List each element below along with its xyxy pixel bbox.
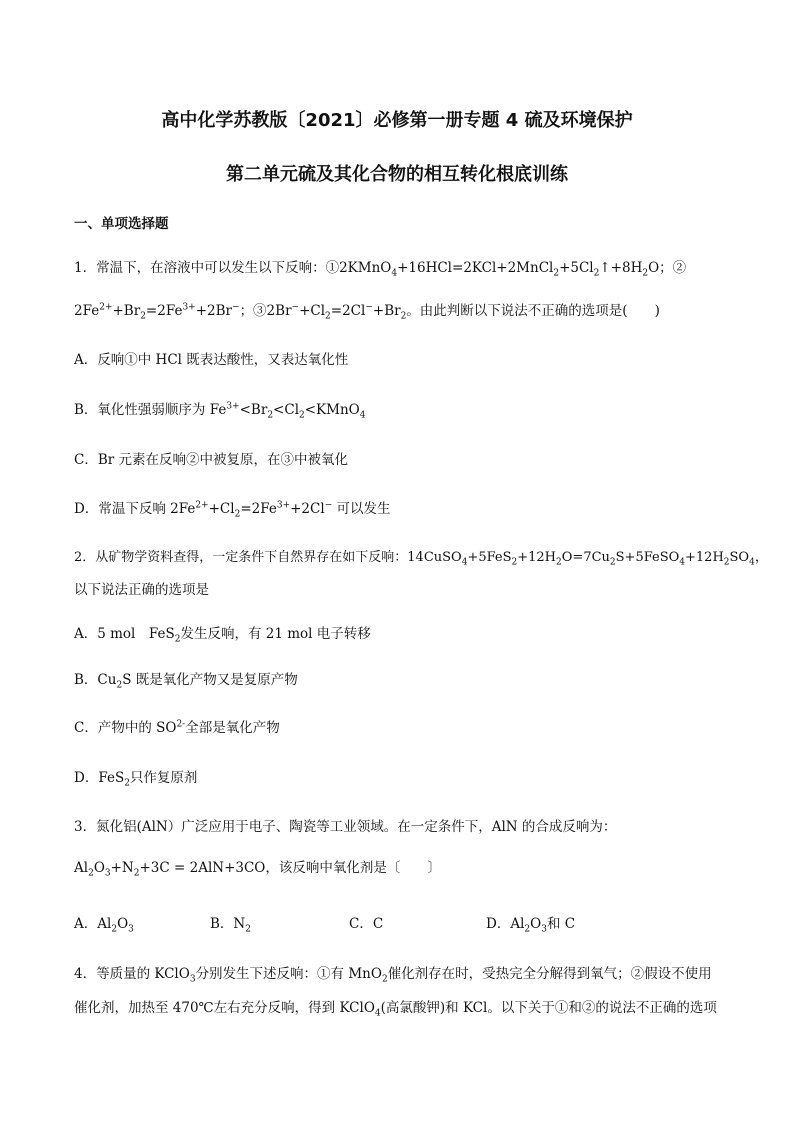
q1-option-d[interactable]: D．常温下反响 $2Fe^{2+}+Cl_2=2Fe^{3+}+2Cl^-$ 可以发生	[74, 500, 391, 520]
q2-stem-line1: 2．从矿物学资料查得，一定条件下自然界存在如下反响：$14CuSO_4+5FeS_2+12H_2O=7Cu_2S+5FeSO_4+12H_2SO_4$，	[74, 550, 768, 568]
document-title: 高中化学苏教版〔2021〕必修第一册专题 4 硫及环境保护	[161, 110, 633, 131]
q3-option-a[interactable]: A．$Al_2O_3$	[74, 916, 134, 935]
q3-stem-line1: 3．氮化铝(AlN）广泛应用于电子、陶瓷等工业领域。在一定条件下，AlN 的合成反响为：	[74, 819, 617, 835]
section-heading: 一、单项选择题	[74, 216, 169, 232]
q3-option-c[interactable]: C．C	[349, 916, 384, 932]
q1-option-b[interactable]: B．氧化性强弱顺序为 $Fe^{3+}<Br_2<Cl_2<KMnO_4$	[74, 401, 366, 421]
q2-option-b[interactable]: B．$Cu_2S$ 既是氧化产物又是复原产物	[74, 672, 298, 691]
q1-stem-line2: $2Fe^{2+}+Br_2=2Fe^{3+}+2Br^-$；$③2Br^-+Cl_2=2Cl^-+Br_2$。由此判断以下说法不正确的选项是( )	[74, 302, 660, 322]
q2-option-c[interactable]: C．产物中的 $SO^{2-}$全部是氧化产物	[74, 719, 280, 736]
q2-option-a[interactable]: A．5 mol FeS$_2$发生反响，有 21 mol 电子转移	[74, 626, 371, 645]
q1-stem-line1: 1．常温下，在溶液中可以发生以下反响：$①2KMnO_4+16HCl=2KCl+2MnCl_2+5Cl_2↑+8H_2O$；②	[74, 260, 687, 279]
q3-option-d[interactable]: D．$Al_2O_3$和 C	[486, 916, 576, 935]
q4-stem-line1: 4．等质量的 KClO$_3$分别发生下述反响：①有 MnO$_2$催化剂存在时，受热完全分解得到氧气；②假设不使用	[74, 966, 712, 985]
q1-option-c[interactable]: C．Br 元素在反响②中被复原，在③中被氧化	[74, 452, 348, 468]
q4-stem-line2: 催化剂，加热至 470℃左右充分反响，得到 KClO$_4$(高氯酸钾)和 KCl。以下关于①和②的说法不正确的选项	[74, 1000, 717, 1019]
q3-option-b[interactable]: B．$N_2$	[210, 916, 251, 935]
q2-stem-line2: 以下说法正确的选项是	[74, 582, 209, 598]
q3-stem-line2: $Al_2O_3+N_2+3C = 2AlN+3CO$，该反响中氧化剂是〔 〕	[74, 860, 441, 879]
q2-option-d[interactable]: D．FeS$_2$只作复原剂	[74, 770, 198, 789]
q1-option-a[interactable]: A．反响①中 HCl 既表达酸性，又表达氧化性	[74, 352, 349, 368]
document-subtitle: 第二单元硫及其化合物的相互转化根底训练	[226, 164, 568, 185]
